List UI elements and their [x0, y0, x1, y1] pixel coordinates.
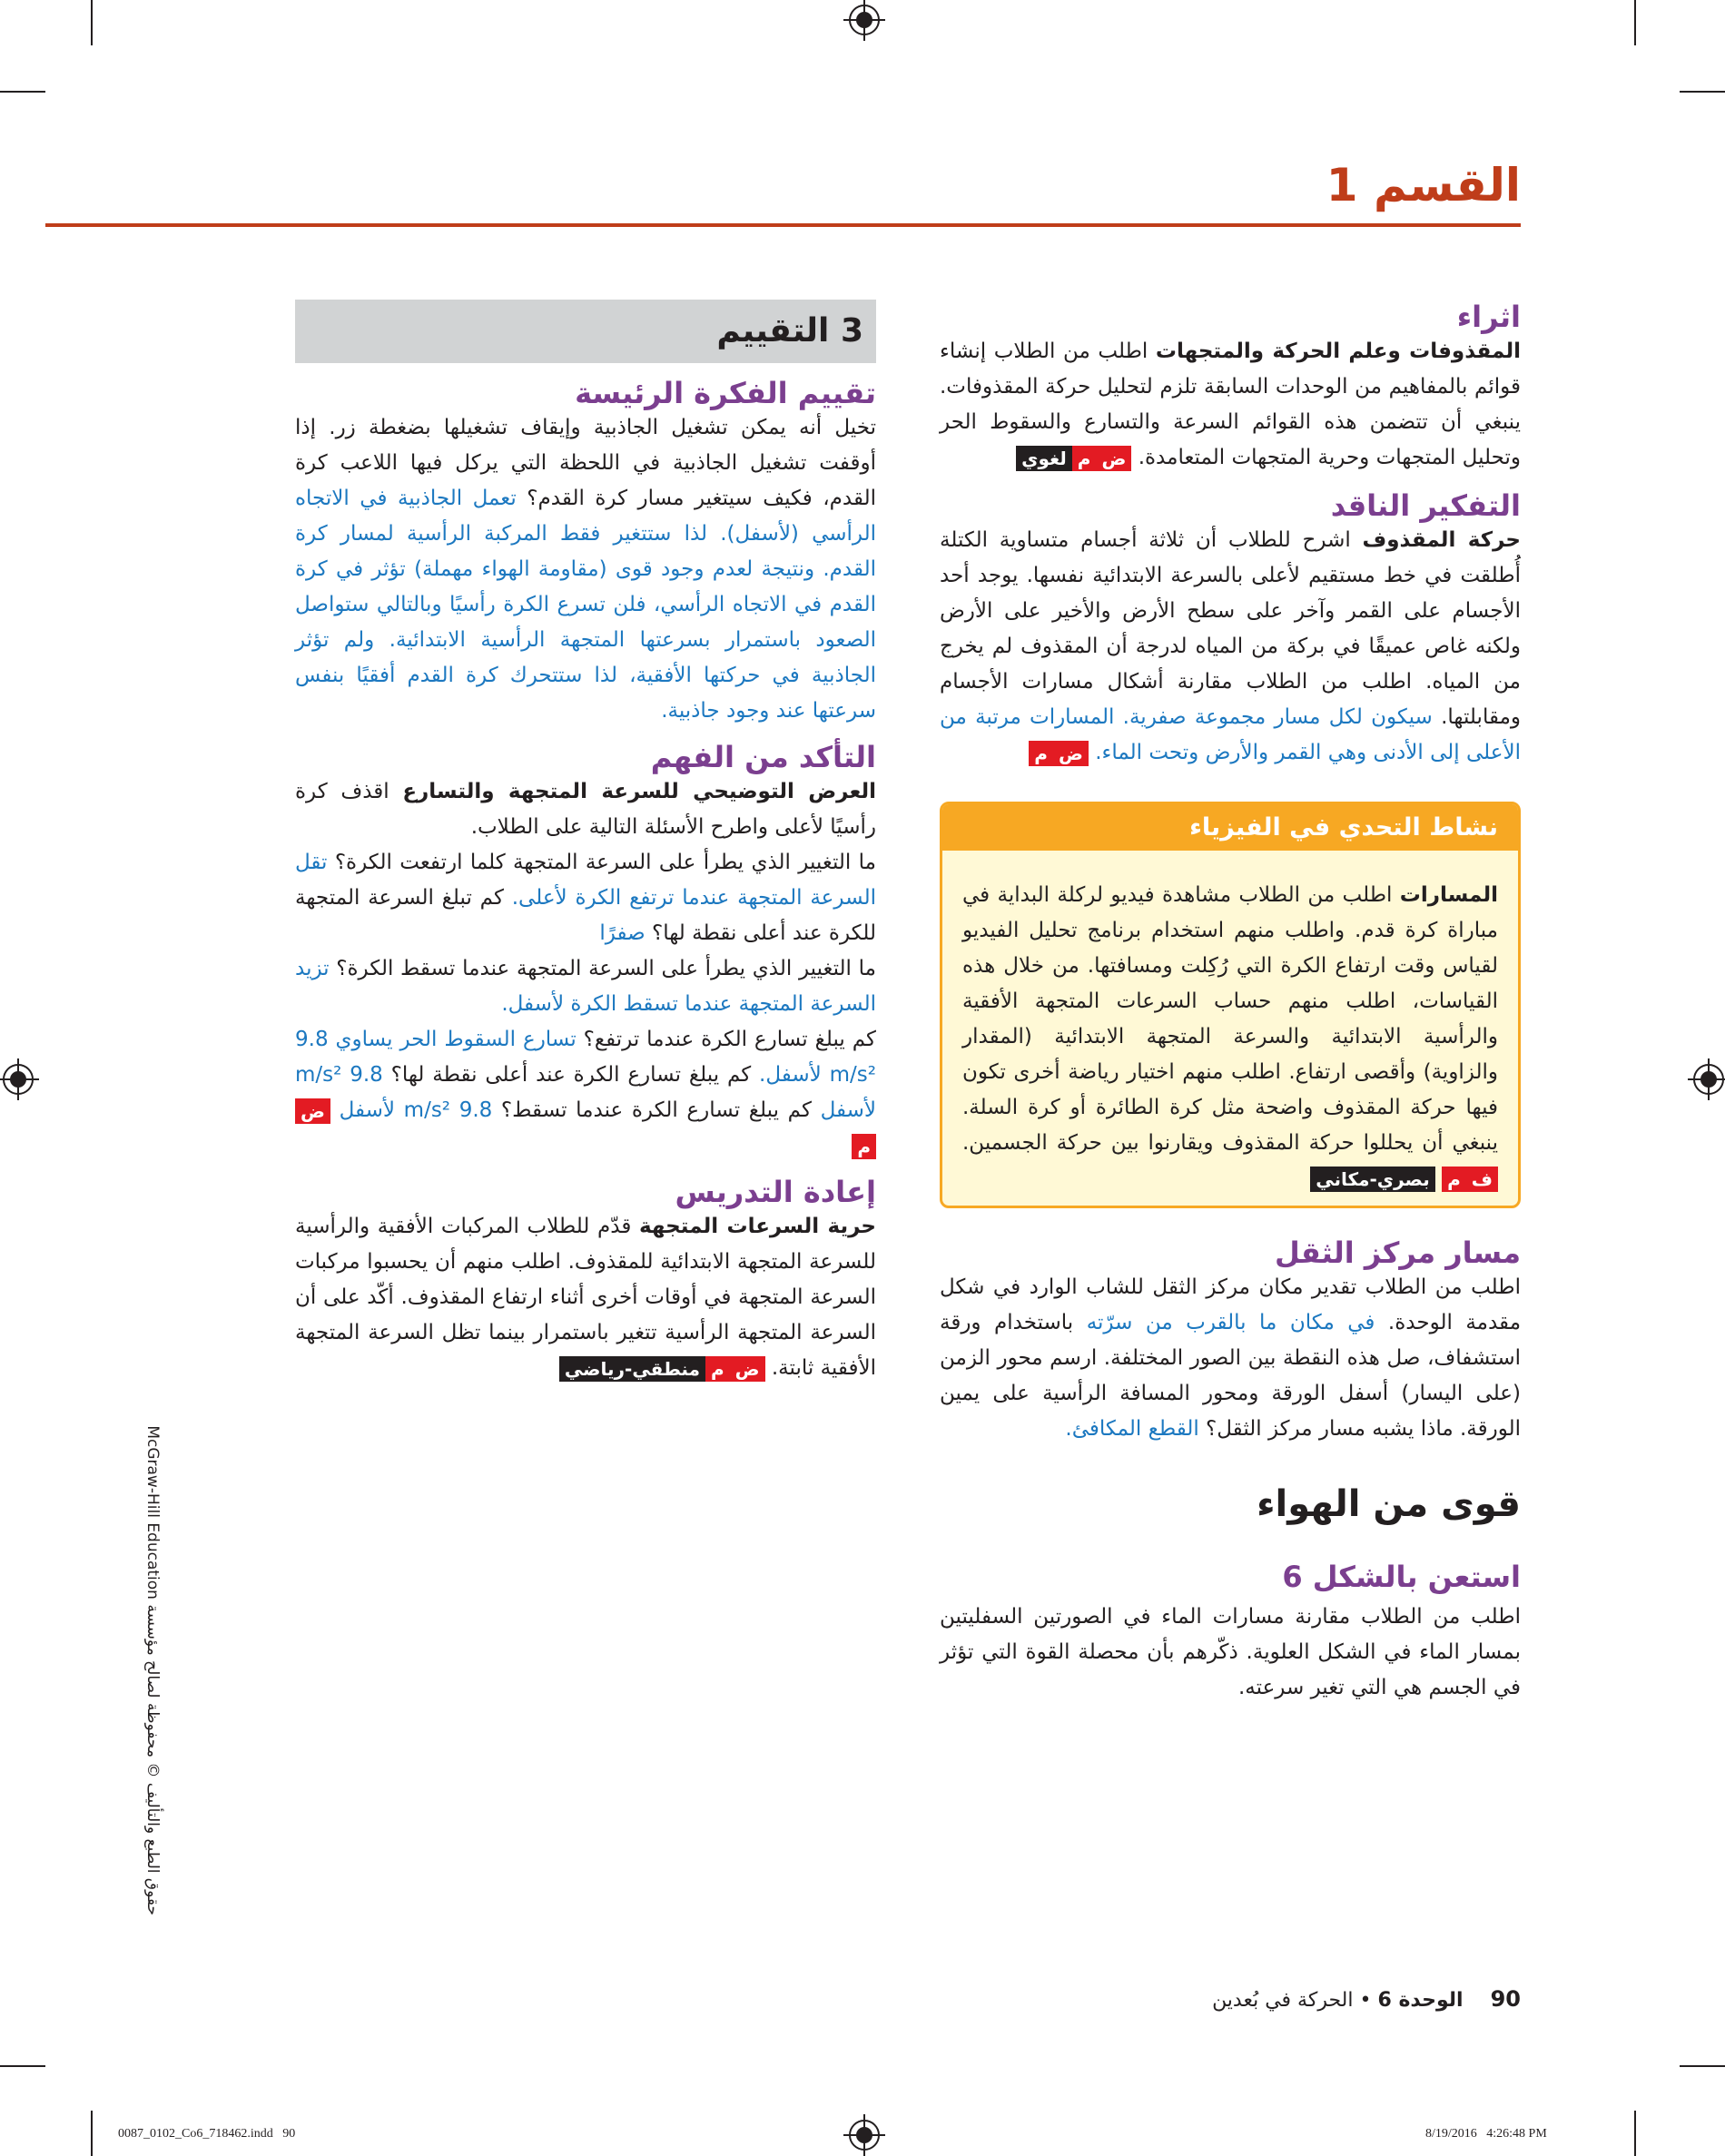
- reteach-heading: إعادة التدريس: [675, 1175, 876, 1209]
- center-of-gravity-answer: القطع المكافئ.: [1065, 1417, 1199, 1441]
- critical-thinking-text: حركة المقذوف اشرح للطلاب أن ثلاثة أجسام متساوية الكتلة أُطلقت في خط مستقيم لأعلى بالسرعة الابتدائية نفسها. يوجد أحد الأجسام على القمر وآخر على سطح الأرض والأخير على الأرض ولكنه غاص عميقًا في بركة من المياه لدرجة أن المقذوف لم يخرج من المياه. اطلب من الطلاب مقارنة أشكال مسارات الأجسام ومقابلتها. سيكون لكل مسار مجموعة صفرية. المسارات مرتبة من الأعلى إلى الأدنى وهي القمر والأرض وتحت الماء. ضم: [940, 528, 1522, 764]
- registration-mark-icon: [849, 2120, 880, 2151]
- badge-advanced: ف: [1466, 1167, 1498, 1192]
- badge-basic: ض: [730, 1356, 765, 1382]
- page-number: 90: [1490, 1986, 1521, 2012]
- center-of-gravity-heading: مسار مركز الثقل: [1275, 1236, 1521, 1270]
- big-idea-text: تخيل أنه يمكن تشغيل الجاذبية وإيقاف تشغيلها بضغطة زر. إذا أوقفت تشغيل الجاذبية في اللحظة التي يركل فيها اللاعب كرة القدم، فكيف سيتغير مسار كرة القدم؟ تعمل الجاذبية في الاتجاه الرأسي (لأسفل). لذا ستتغير فقط المركبة الرأسية لمسار كرة القدم. ونتيجة لعدم وجود قوى (مقاومة الهواء مهملة) تؤثر في كرة القدم في الاتجاه الرأسي، فلن تسرع الكرة رأسيًا وبالتالي ستواصل الصعود باستمرار بسرعتها المتجهة الرأسية الابتدائية. ولم تؤثر الجاذبية في حركتها الأفقية، لذا ستتحرك كرة القدم أفقيًا بنفس سرعتها عند وجود جاذبية.: [295, 416, 876, 723]
- badge-basic: ض: [1053, 741, 1089, 766]
- badge-level: م: [852, 1134, 876, 1159]
- reteach-lead: حرية السرعات المتجهة: [639, 1215, 876, 1238]
- registration-mark-icon: [849, 5, 880, 35]
- big-idea-answer: تعمل الجاذبية في الاتجاه الرأسي (لأسفل). لذا ستتغير فقط المركبة الرأسية لمسار كرة القدم. ونتيجة لعدم وجود قوى (مقاومة الهواء مهملة) تؤثر في كرة القدم في الاتجاه الرأسي، فلن تسرع الكرة رأسيًا وبالتالي ستواصل الصعود باستمرار بسرعتها المتجهة الرأسية الابتدائية. ولم تؤثر الجاذبية في حركتها الأفقية، لذا ستتحرك كرة القدم أفقيًا بنفس سرعتها عند وجود جاذبية.: [295, 487, 876, 723]
- figure-text: اطلب من الطلاب مقارنة مسارات الماء في الصورتين السفليتين بمسار الماء في الشكل العلوية. ذكّرهم بأن محصلة القوة التي تؤثر في الجسم هي التي تغير سرعته.: [940, 1605, 1521, 1699]
- crop-mark: [1680, 91, 1725, 93]
- badge-basic: ض: [295, 1098, 330, 1124]
- page-footer: [1212, 1986, 1521, 2012]
- reteach-text: حرية السرعات المتجهة قدّم للطلاب المركبات الأفقية والرأسية للسرعة المتجهة الابتدائية للمقذوف. اطلب منهم أن يحسبوا مركبات السرعة المتجهة في أوقات أخرى أثناء ارتفاع المقذوف. أكّد على أن السرعة المتجهة الرأسية تتغير باستمرار بينما تظل السرعة المتجهة الأفقية ثابتة. ضممنطقي-رياضي: [295, 1215, 876, 1380]
- crop-mark: [91, 0, 93, 45]
- copyright-notice: حقوق الطبع والتأليف © محفوظة لصالح مؤسسة McGraw-Hill Education: [143, 1425, 162, 1915]
- section-title: القسم 1: [1326, 159, 1521, 212]
- unit-label: الوحدة 6: [1377, 1989, 1464, 2012]
- slug-file: 0087_0102_Co6_718462.indd 90: [118, 2127, 296, 2141]
- center-of-gravity-text: اطلب من الطلاب تقدير مكان مركز الثقل للشاب الوارد في شكل مقدمة الوحدة. في مكان ما بالقرب من سرّته باستخدام ورقة استشفاف، صل هذه النقطة بين الصور المختلفة. ارسم محور الزمن (على اليسار) أسفل الورقة ومحور المسافة الرأسية على يمين الورقة. ماذا يشبه مسار مركز الثقل؟ القطع المكافئ.: [940, 1275, 1522, 1441]
- enrichment-lead: المقذوفات وعلم الحركة والمتجهات: [1155, 340, 1521, 363]
- badge-level: م: [1029, 741, 1053, 766]
- registration-mark-icon: [1693, 1064, 1724, 1095]
- left-column: [295, 300, 876, 1386]
- badge-logical-mathematical: منطقي-رياضي: [559, 1356, 705, 1382]
- registration-mark-icon: [3, 1064, 34, 1095]
- badge-level: م: [1072, 446, 1097, 471]
- big-idea-heading: تقييم الفكرة الرئيسة: [575, 376, 876, 410]
- badge-level: م: [705, 1356, 730, 1382]
- slug-date: 8/19/2016 4:26:48 PM: [1425, 2127, 1547, 2141]
- challenge-text: المسارات اطلب من الطلاب مشاهدة فيديو لركلة البداية في مباراة كرة قدم. واطلب منهم استخدام برنامج تحليل الفيديو لقياس وقت ارتفاع الكرة التي رُكِلت ومسافتها. من خلال هذه القياسات، اطلب منهم حساب السرعات المتجهة الأفقية والرأسية الابتدائية والسرعة المتجهة الابتدائية (المقدار والزاوية) وأقصى ارتفاع. اطلب منهم اختيار رياضة أخرى تكون فيها حركة المقذوف واضحة مثل كرة الطائرة أو كرة السلة. ينبغي أن يحللوا حركة المقذوف ويقارنوا بين حركة الجسمين. فم بصري-مكاني: [962, 883, 1498, 1190]
- crop-mark: [0, 91, 45, 93]
- critical-thinking-heading: التفكير الناقد: [1330, 488, 1521, 523]
- enrichment-text: المقذوفات وعلم الحركة والمتجهات اطلب من الطلاب إنشاء قوائم بالمفاهيم من الوحدات السابقة تلزم لتحليل حركة المقذوفات. ينبغي أن تتضمن هذه القوائم السرعة والتسارع والسقوط الحر وتحليل المتجهات وحرية المتجهات المتعامدة. ضملغوي: [940, 340, 1521, 469]
- chapter-title: الحركة في بُعدين: [1212, 1989, 1354, 2012]
- check-lead: العرض التوضيحي للسرعة المتجهة والتسارع: [402, 780, 876, 803]
- crop-mark: [1680, 2065, 1725, 2067]
- figure-heading: استعن بالشكل 6: [1282, 1560, 1521, 1594]
- crop-mark: [91, 2111, 93, 2156]
- challenge-box: [940, 802, 1521, 1208]
- badge-basic: ض: [1096, 446, 1131, 471]
- crop-mark: [1634, 0, 1636, 45]
- badge-level: م: [1442, 1167, 1466, 1192]
- section-rule: [45, 223, 1521, 227]
- crop-mark: [0, 2065, 45, 2067]
- enrichment-heading: اثراء: [1456, 300, 1521, 334]
- badge-linguistic: لغوي: [1016, 446, 1072, 471]
- check-understanding-heading: التأكد من الفهم: [650, 740, 876, 774]
- critical-thinking-lead: حركة المقذوف: [1362, 528, 1521, 552]
- challenge-lead: المسارات: [1399, 883, 1498, 907]
- check-understanding-text: العرض التوضيحي للسرعة المتجهة والتسارع اقذف كرة رأسيًا لأعلى واطرح الأسئلة التالية على الطلاب. ما التغيير الذي يطرأ على السرعة المتجهة كلما ارتفعت الكرة؟ تقل السرعة المتجهة عندما ترتفع الكرة لأعلى. كم تبلغ السرعة المتجهة للكرة عند أعلى نقطة لها؟ صفرًا ما التغيير الذي يطرأ على السرعة المتجهة عندما تسقط الكرة؟ تزيد السرعة المتجهة عندما تسقط الكرة لأسفل. كم يبلغ تسارع الكرة عندما ترتفع؟ تسارع السقوط الحر يساوي 9.8 m/s² لأسفل. كم يبلغ تسارع الكرة عند أعلى نقطة لها؟ 9.8 m/s² لأسفل كم يبلغ تسارع الكرة عندما تسقط؟ 9.8 m/s² لأسفل ضم: [295, 780, 877, 1157]
- crop-mark: [1634, 2111, 1636, 2156]
- challenge-header: نشاط التحدي في الفيزياء: [942, 804, 1518, 851]
- air-forces-heading: قوى من الهواء: [1257, 1483, 1521, 1525]
- critical-thinking-answer: سيكون لكل مسار مجموعة صفرية. المسارات مرتبة من الأعلى إلى الأدنى وهي القمر والأرض وتحت الماء.: [940, 705, 1521, 764]
- right-column: [940, 300, 1521, 1706]
- assessment-heading: 3 التقييم: [295, 300, 876, 363]
- badge-visual-spatial: بصري-مكاني: [1310, 1167, 1435, 1192]
- footer-bullet: •: [1359, 1989, 1372, 2012]
